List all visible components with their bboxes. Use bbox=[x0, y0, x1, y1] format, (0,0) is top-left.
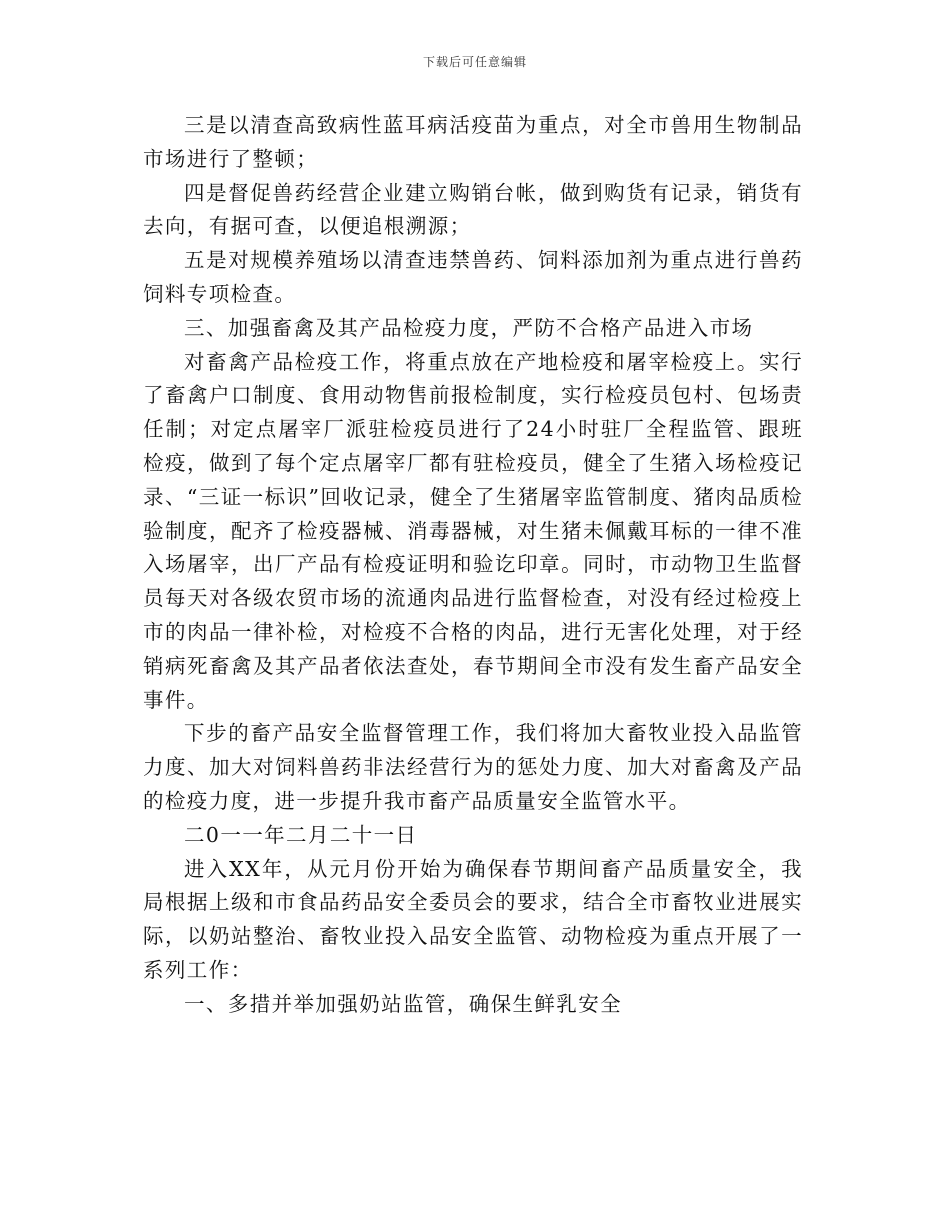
paragraph: 进入XX年，从元月份开始为确保春节期间畜产品质量安全，我局根据上级和市食品药品安全委员会的要求，结合全市畜牧业进展实际，以奶站整治、畜牧业投入品安全监管、动物检疫为重点开展了一系列工作： bbox=[143, 856, 803, 982]
section-heading: 三、加强畜禽及其产品检疫力度，严防不合格产品进入市场 bbox=[184, 315, 754, 340]
section-heading: 一、多措并举加强奶站监管，确保生鲜乳安全 bbox=[184, 991, 622, 1016]
paragraph: 五是对规模养殖场以清查违禁兽药、饲料添加剂为重点进行兽药饲料专项检查。 bbox=[143, 248, 803, 306]
paragraph: 三是以清查高致病性蓝耳病活疫苗为重点，对全市兽用生物制品市场进行了整顿； bbox=[143, 113, 803, 171]
page-header-note: 下载后可任意编辑 bbox=[422, 55, 527, 69]
paragraph: 对畜禽产品检疫工作，将重点放在产地检疫和屠宰检疫上。实行了畜禽户口制度、食用动物售前报检制度，实行检疫员包村、包场责任制；对定点屠宰厂派驻检疫员进行了24小时驻厂全程监管、跟班检疫，做到了每个定点屠宰厂都有驻检疫员，健全了生猪入场检疫记录、“三证一标识”回收记录，健全了生猪屠宰监管制度、猪肉品质检验制度，配齐了检疫器械、消毒器械，对生猪未佩戴耳标的一律不准入场屠宰，出厂产品有检疫证明和验讫印章。同时，市动物卫生监督员每天对各级农贸市场的流通肉品进行监督检查，对没有经过检疫上市的肉品一律补检，对检疫不合格的肉品，进行无害化处理，对于经销病死畜禽及其产品者依法查处，春节期间全市没有发生畜产品安全事件。 bbox=[143, 349, 803, 712]
paragraph: 四是督促兽药经营企业建立购销台帐，做到购货有记录，销货有去向，有据可查，以便追根溯源； bbox=[143, 180, 803, 239]
document-body bbox=[143, 109, 803, 1022]
paragraph: 下步的畜产品安全监督管理工作，我们将加大畜牧业投入品监管力度、加大对饲料兽药非法经营行为的惩处力度、加大对畜禽及产品的检疫力度，进一步提升我市畜产品质量安全监管水平。 bbox=[143, 721, 803, 813]
date-line: 二0一一年二月二十一日 bbox=[184, 822, 418, 847]
